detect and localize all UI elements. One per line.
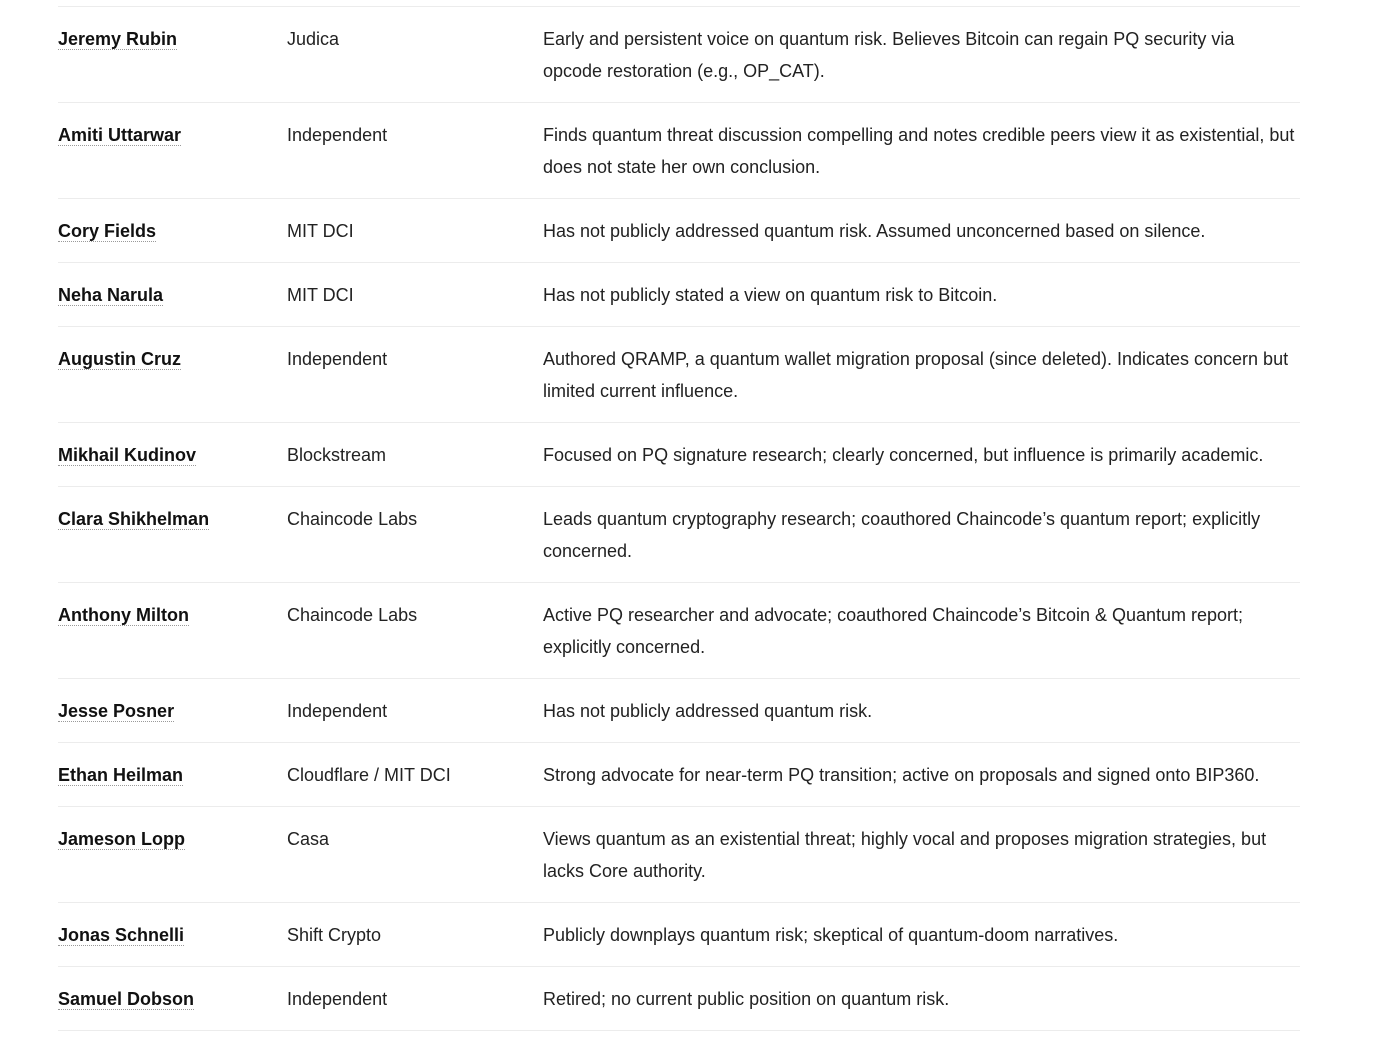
person-name-cell	[58, 983, 287, 1013]
table-row	[58, 263, 1300, 327]
stance-description-cell: Retired; no current public position on quantum risk.	[543, 989, 950, 1009]
person-link[interactable]: Jesse Posner	[58, 701, 175, 721]
table-row	[58, 903, 1300, 967]
person-name-cell	[58, 119, 287, 149]
person-link[interactable]: Jonas Schnelli	[58, 925, 185, 945]
person-link[interactable]: Mikhail Kudinov	[58, 445, 197, 465]
person-name-cell	[58, 503, 287, 533]
organization-cell: Independent	[287, 701, 388, 721]
person-name-cell	[58, 215, 287, 245]
table-row	[58, 7, 1300, 103]
organization-cell: Judica	[287, 29, 340, 49]
person-link[interactable]: Clara Shikhelman	[58, 509, 210, 529]
people-table	[58, 6, 1300, 1031]
person-link[interactable]: Jameson Lopp	[58, 829, 186, 849]
person-link[interactable]: Amiti Uttarwar	[58, 125, 182, 145]
stance-description-cell: Finds quantum threat discussion compelling and notes credible peers view it as existential, but does not state her own conclusion.	[543, 125, 1295, 177]
table-row	[58, 327, 1300, 423]
stance-description-cell: Publicly downplays quantum risk; skeptical of quantum-doom narratives.	[543, 925, 1119, 945]
stance-description-cell: Leads quantum cryptography research; coauthored Chaincode’s quantum report; explicitly concerned.	[543, 509, 1261, 561]
stance-description-cell: Has not publicly addressed quantum risk.	[543, 701, 873, 721]
organization-cell: Blockstream	[287, 445, 387, 465]
table-row	[58, 679, 1300, 743]
person-link[interactable]: Jeremy Rubin	[58, 29, 178, 49]
person-link[interactable]: Cory Fields	[58, 221, 157, 241]
table-row	[58, 199, 1300, 263]
stance-description-cell: Has not publicly addressed quantum risk. Assumed unconcerned based on silence.	[543, 221, 1206, 241]
organization-cell: Cloudflare / MIT DCI	[287, 765, 451, 785]
person-link[interactable]: Augustin Cruz	[58, 349, 181, 369]
person-name-cell	[58, 439, 287, 469]
table-row	[58, 583, 1300, 679]
person-name-cell	[58, 823, 287, 853]
table-row	[58, 487, 1300, 583]
table-row	[58, 807, 1300, 903]
person-link[interactable]: Ethan Heilman	[58, 765, 184, 785]
person-name-cell	[58, 599, 287, 629]
person-name-cell	[58, 23, 287, 53]
person-link[interactable]: Samuel Dobson	[58, 989, 195, 1009]
organization-cell: Chaincode Labs	[287, 605, 418, 625]
stance-description-cell: Views quantum as an existential threat; highly vocal and proposes migration strategies, but lacks Core authority.	[543, 829, 1267, 881]
stance-description-cell: Authored QRAMP, a quantum wallet migration proposal (since deleted). Indicates concern but limited current influence.	[543, 349, 1289, 401]
organization-cell: MIT DCI	[287, 221, 354, 241]
table-row	[58, 967, 1300, 1031]
stance-description-cell: Has not publicly stated a view on quantum risk to Bitcoin.	[543, 285, 998, 305]
organization-cell: Casa	[287, 829, 330, 849]
table-row	[58, 743, 1300, 807]
organization-cell: Independent	[287, 349, 388, 369]
person-name-cell	[58, 919, 287, 949]
organization-cell: MIT DCI	[287, 285, 354, 305]
table-row	[58, 423, 1300, 487]
organization-cell: Independent	[287, 989, 388, 1009]
organization-cell: Chaincode Labs	[287, 509, 418, 529]
person-name-cell	[58, 695, 287, 725]
organization-cell: Shift Crypto	[287, 925, 382, 945]
person-name-cell	[58, 343, 287, 373]
person-link[interactable]: Neha Narula	[58, 285, 164, 305]
person-link[interactable]: Anthony Milton	[58, 605, 189, 625]
person-name-cell	[58, 759, 287, 789]
stance-description-cell: Focused on PQ signature research; clearly concerned, but influence is primarily academic.	[543, 445, 1264, 465]
stance-description-cell: Active PQ researcher and advocate; coauthored Chaincode’s Bitcoin & Quantum report; explicitly concerned.	[543, 605, 1244, 657]
person-name-cell	[58, 279, 287, 309]
table-row	[58, 103, 1300, 199]
stance-description-cell: Strong advocate for near-term PQ transition; active on proposals and signed onto BIP360.	[543, 765, 1260, 785]
stance-description-cell: Early and persistent voice on quantum risk. Believes Bitcoin can regain PQ security via opcode restoration (e.g., OP_CAT).	[543, 29, 1235, 81]
organization-cell: Independent	[287, 125, 388, 145]
